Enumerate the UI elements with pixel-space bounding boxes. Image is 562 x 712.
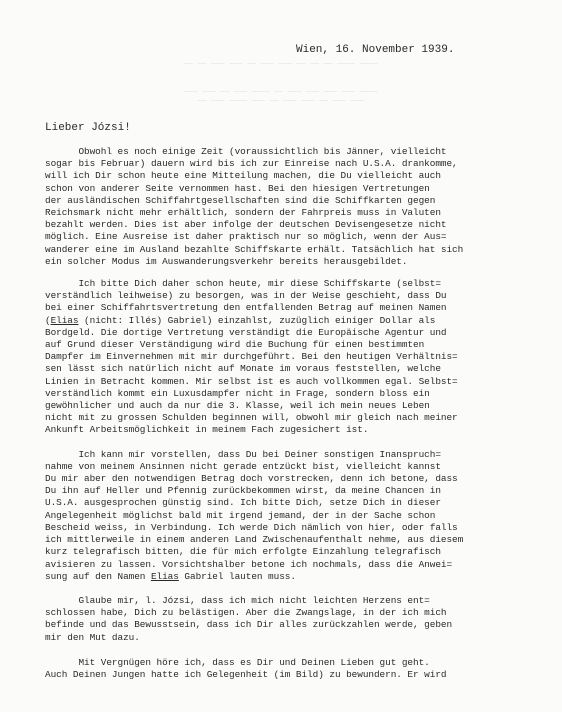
text-line: will ich Dir schon heute eine Mitteilung machen, die Du vielleicht auch [45, 170, 441, 182]
text-line: Auch Deinen Jungen hatte ich Gelegenheit (im Bild) zu bewundern. Er wird [45, 668, 447, 680]
text-line: Du ihn auf Heller und Pfennig zurückbekommen wirst, da meine Chancen in [45, 485, 441, 497]
text-line: Du mir aber den notwendigen Betrag doch vorstrecken, denn ich betone, dass [45, 473, 458, 485]
text-line: verständlich leihweise) zu besorgen, was in der Weise geschieht, dass Du [45, 290, 447, 302]
letter-date: Wien, 16. November 1939. [296, 44, 455, 56]
text-line: Glaube mir, l. Józsi, dass ich mich nicht leichten Herzens ent= [45, 594, 430, 606]
text-line: der ausländischen Schiffahrtgesellschaften sind die Schiffkarten gegen [45, 194, 436, 206]
text-line: ein solcher Modus im Auswanderungsverkehr bereits herausgebildet. [45, 255, 408, 267]
text-line: Angelegenheit möglichst bald mit irgend jemand, der in der Sache schon [45, 509, 436, 521]
paragraph [45, 449, 545, 583]
letter-greeting: Lieber Józsi! [45, 122, 131, 134]
text-line: Ich kann mir vorstellen, dass Du bei Deiner sonstigen Inanspruch= [45, 448, 441, 460]
letter-body [45, 146, 545, 681]
text-line: mir den Mut dazu. [45, 631, 140, 643]
text-line: sogar bis Februar) dauern wird bis ich zur Einreise nach U.S.A. drankomme, [45, 158, 458, 170]
paragraph [45, 657, 545, 681]
text-line: befinde und das Bewusstsein, dass ich Dir alles zurückzahlen werde, geben [45, 619, 453, 631]
text-line: auf Grund dieser Verständigung wird die Buchung für einen bestimmten [45, 339, 425, 351]
bleed-through-text: —— —— ——— ——— —— ——— ——— —— —— —— ———— ———— [184, 60, 378, 68]
paragraph [45, 278, 545, 437]
text-line: verständlich kommt ein Luxusdampfer nicht in Frage, sondern bloss ein [45, 387, 430, 399]
text-line: Dampfer im Einvernehmen mit mir durchgeführt. Bei den heutigen Verhältnis= [45, 351, 458, 363]
text-line: nicht mit zu grossen Schulden beginnen will, obwohl mir gleich nach meiner [45, 412, 458, 424]
text-line: gewöhnlicher und auch da nur die 3. Klasse, weil ich mein neues Leben [45, 400, 430, 412]
text-line: Ich bitte Dich daher schon heute, mir diese Schiffskarte (selbst= [45, 278, 441, 290]
bleed-through-text: —— ——— ———— ——— —— ——— ——— —— ——— ——— [197, 97, 365, 105]
text-line: (Elias (nicht: Illés) Gabriel) einzahlst, zuzüglich einiger Dollar als [45, 314, 436, 326]
text-line: sung auf den Namen Elias Gabriel lauten muss. [45, 570, 296, 582]
paragraph-gap [45, 583, 545, 595]
text-line: schlossen habe, Dich zu belästigen. Aber die Zwangslage, in der ich mich [45, 607, 447, 619]
text-line: Bordgeld. Die dortige Vertretung verständigt die Europäische Agentur und [45, 326, 447, 338]
text-line: bei einer Schiffahrtsvertretung den entfallenden Betrag auf meinen Namen [45, 302, 447, 314]
text-line: schon von anderer Seite vernommen hast. Bei den hiesigen Vertretungen [45, 182, 430, 194]
text-line: ich mittlerweile in einem anderen Land Zwischenaufenthalt nehme, aus diesem [45, 534, 464, 546]
paragraph-gap [45, 644, 545, 657]
text-line: bezahlt werden. Dies ist aber infolge der deutschen Devisengesetze nicht [45, 219, 447, 231]
text-line: U.S.A. ausgesprochen günstig sind. Ich bitte Dich, setze Dich in dieser [45, 497, 441, 509]
text-line: Ankunft Arbeitsmöglichkeit in meinem Fach zugesichert ist. [45, 424, 369, 436]
text-line: kurz telegrafisch bitten, die für mich erfolgte Einzahlung telegrafisch [45, 546, 441, 558]
text-line: avisieren zu lassen. Vorsichtshalber betone ich nochmals, dass die Anwei= [45, 558, 453, 570]
text-line: wanderer eine im Ausland bezahlte Schiffskarte erhält. Tatsächlich hat sich [45, 243, 464, 255]
paragraph-gap [45, 437, 545, 449]
text-line: sen lässt sich natürlich nicht auf Monate im voraus feststellen, welche [45, 363, 441, 375]
text-line: Reichsmark nicht mehr erhältlich, sondern der Fahrpreis muss in Valuten [45, 207, 441, 219]
paragraph [45, 595, 545, 644]
text-line: Mit Vergnügen höre ich, dass es Dir und Deinen Lieben gut geht. [45, 656, 430, 668]
text-line: möglich. Eine Ausreise ist daher praktisch nur so möglich, wenn der Aus= [45, 231, 447, 243]
paragraph-gap [45, 268, 545, 278]
paragraph [45, 146, 545, 268]
text-line: Obwohl es noch einige Zeit (voraussichtlich bis Jänner, vielleicht [45, 146, 447, 157]
text-line: nahme von meinem Ansinnen nicht gerade entzückt bist, vielleicht kannst [45, 460, 441, 472]
text-line: Linien in Betracht kommen. Mir selbst ist es auch vollkommen egal. Selbst= [45, 375, 458, 387]
bleed-through-text: ——— ——— —— ——— ———— —— ——— ——— ——— ——— ———— [184, 88, 378, 96]
text-line: Bescheid weiss, in Verbindung. Ich werde Dich nämlich von hier, oder falls [45, 521, 458, 533]
